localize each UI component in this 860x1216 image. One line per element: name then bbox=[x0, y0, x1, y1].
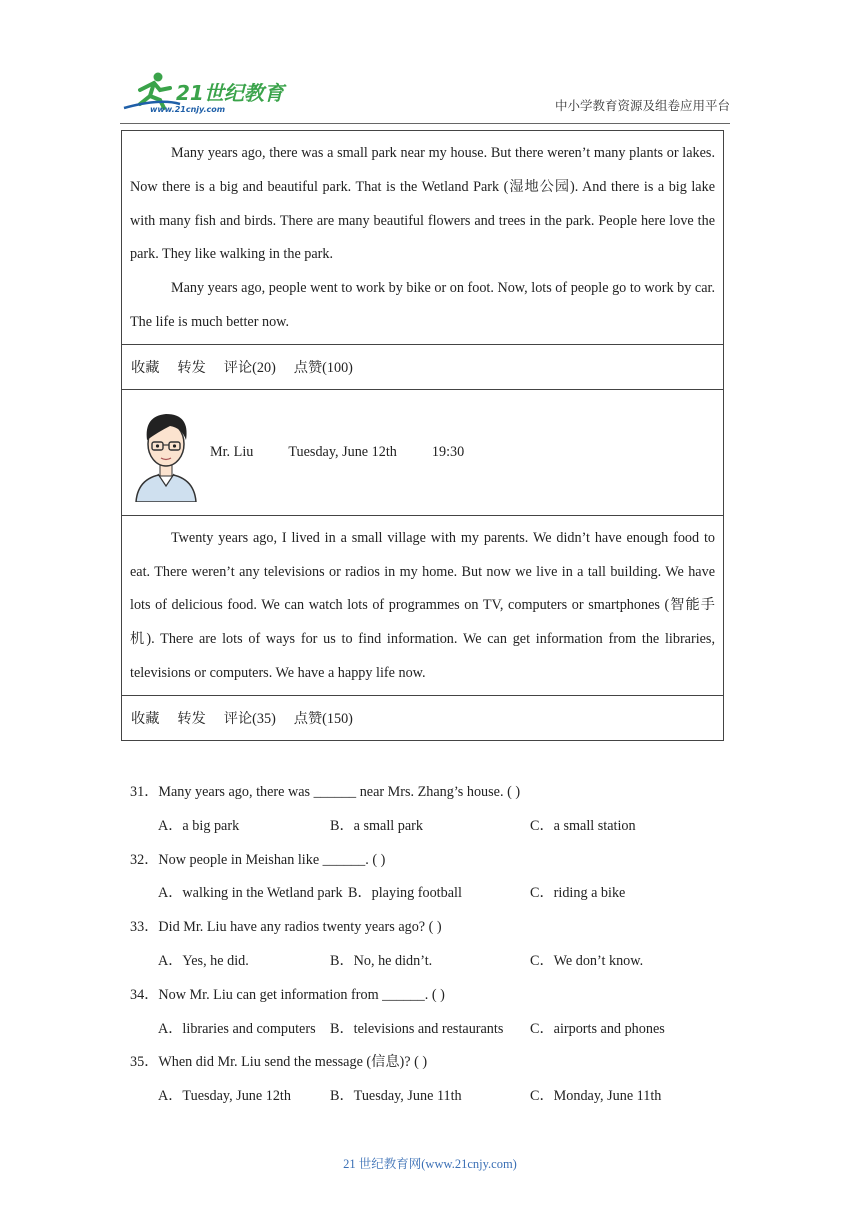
question-options bbox=[130, 945, 730, 979]
like-button[interactable]: 点赞(150) bbox=[293, 710, 353, 727]
site-logo bbox=[120, 68, 300, 118]
avatar bbox=[130, 402, 202, 502]
question-stem: 31．Many years ago, there was ______ near Mrs. Zhang’s house. ( ) bbox=[130, 784, 521, 800]
question-options bbox=[130, 1013, 730, 1047]
option-c[interactable]: C．riding a bike bbox=[530, 885, 626, 902]
footer-link[interactable]: 21 世纪教育网(www.21cnjy.com) bbox=[343, 1157, 517, 1171]
user-name[interactable]: Mr. Liu bbox=[210, 443, 254, 460]
option-c[interactable]: C．airports and phones bbox=[530, 1020, 665, 1037]
option-b[interactable]: B．a small park bbox=[330, 817, 423, 834]
option-c[interactable]: C．Monday, June 11th bbox=[530, 1088, 662, 1105]
collect-button[interactable]: 收藏 bbox=[131, 710, 160, 727]
logo-text: 21世纪教育 bbox=[176, 81, 284, 105]
post2-paragraph-1: Twenty years ago, I lived in a small village with my parents. We didn’t have enough food to eat. There weren’t any televisions or radios in my home. But now we live in a tall building. We have lots of delicious food. We can watch lots of programmes on TV, computers or smartphones (智能手机). There are lots of ways for us to find information. We can get information from the libraries, televisions or computers. We have a happy life now. bbox=[130, 529, 715, 681]
post1-actions bbox=[122, 344, 723, 389]
option-a[interactable]: A．walking in the Wetland park bbox=[158, 885, 343, 902]
logo-url: www.21cnjy.com bbox=[150, 105, 226, 114]
option-a[interactable]: A．a big park bbox=[158, 817, 240, 834]
post2-user-row bbox=[122, 389, 723, 515]
comment-button[interactable]: 评论(35) bbox=[223, 710, 276, 727]
option-a[interactable]: A．Yes, he did. bbox=[158, 952, 249, 969]
like-button[interactable]: 点赞(100) bbox=[293, 359, 353, 376]
post2-actions bbox=[122, 695, 723, 740]
post1-body bbox=[122, 131, 723, 344]
option-c[interactable]: C．a small station bbox=[530, 817, 636, 834]
question-options bbox=[130, 1080, 730, 1114]
post1-paragraph-2: Many years ago, people went to work by bike or on foot. Now, lots of people go to work by car. The life is much better now. bbox=[130, 280, 715, 330]
header-platform-text: 中小学教育资源及组卷应用平台 bbox=[554, 99, 730, 113]
post-date: Tuesday, June 12th bbox=[288, 443, 397, 460]
question-stem: 32．Now people in Meishan like ______. ( ) bbox=[130, 851, 386, 868]
post1-paragraph-1: Many years ago, there was a small park near my house. But there weren’t many plants or lakes. Now there is a big and beautiful park. That is the Wetland Park (湿地公园). And there is a big lake with many fish and birds. There are many beautiful flowers and trees in the park. People here love the park. They like walking in the park. bbox=[130, 145, 715, 263]
post2-body bbox=[122, 515, 723, 695]
option-a[interactable]: A．Tuesday, June 12th bbox=[158, 1088, 291, 1105]
question-stem: 35．When did Mr. Liu send the message (信息)? ( ) bbox=[130, 1054, 428, 1071]
question-stem: 33．Did Mr. Liu have any radios twenty years ago? ( ) bbox=[130, 919, 442, 936]
post-time: 19:30 bbox=[431, 443, 465, 460]
option-b[interactable]: B．playing football bbox=[348, 885, 462, 902]
comment-button[interactable]: 评论(20) bbox=[223, 359, 276, 376]
questions-section bbox=[130, 776, 730, 1114]
header-divider bbox=[120, 123, 730, 124]
option-a[interactable]: A．libraries and computers bbox=[158, 1020, 316, 1037]
collect-button[interactable]: 收藏 bbox=[131, 359, 160, 376]
option-b[interactable]: B．televisions and restaurants bbox=[330, 1020, 504, 1037]
option-b[interactable]: B．No, he didn’t. bbox=[330, 952, 433, 969]
share-button[interactable]: 转发 bbox=[177, 710, 206, 727]
posts-table bbox=[121, 130, 724, 741]
share-button[interactable]: 转发 bbox=[177, 359, 206, 376]
option-c[interactable]: C．We don’t know. bbox=[530, 952, 644, 969]
option-b[interactable]: B．Tuesday, June 11th bbox=[330, 1088, 462, 1105]
question-options bbox=[130, 877, 730, 911]
question-options bbox=[130, 810, 730, 844]
question-stem: 34．Now Mr. Liu can get information from ______. ( ) bbox=[130, 986, 445, 1003]
